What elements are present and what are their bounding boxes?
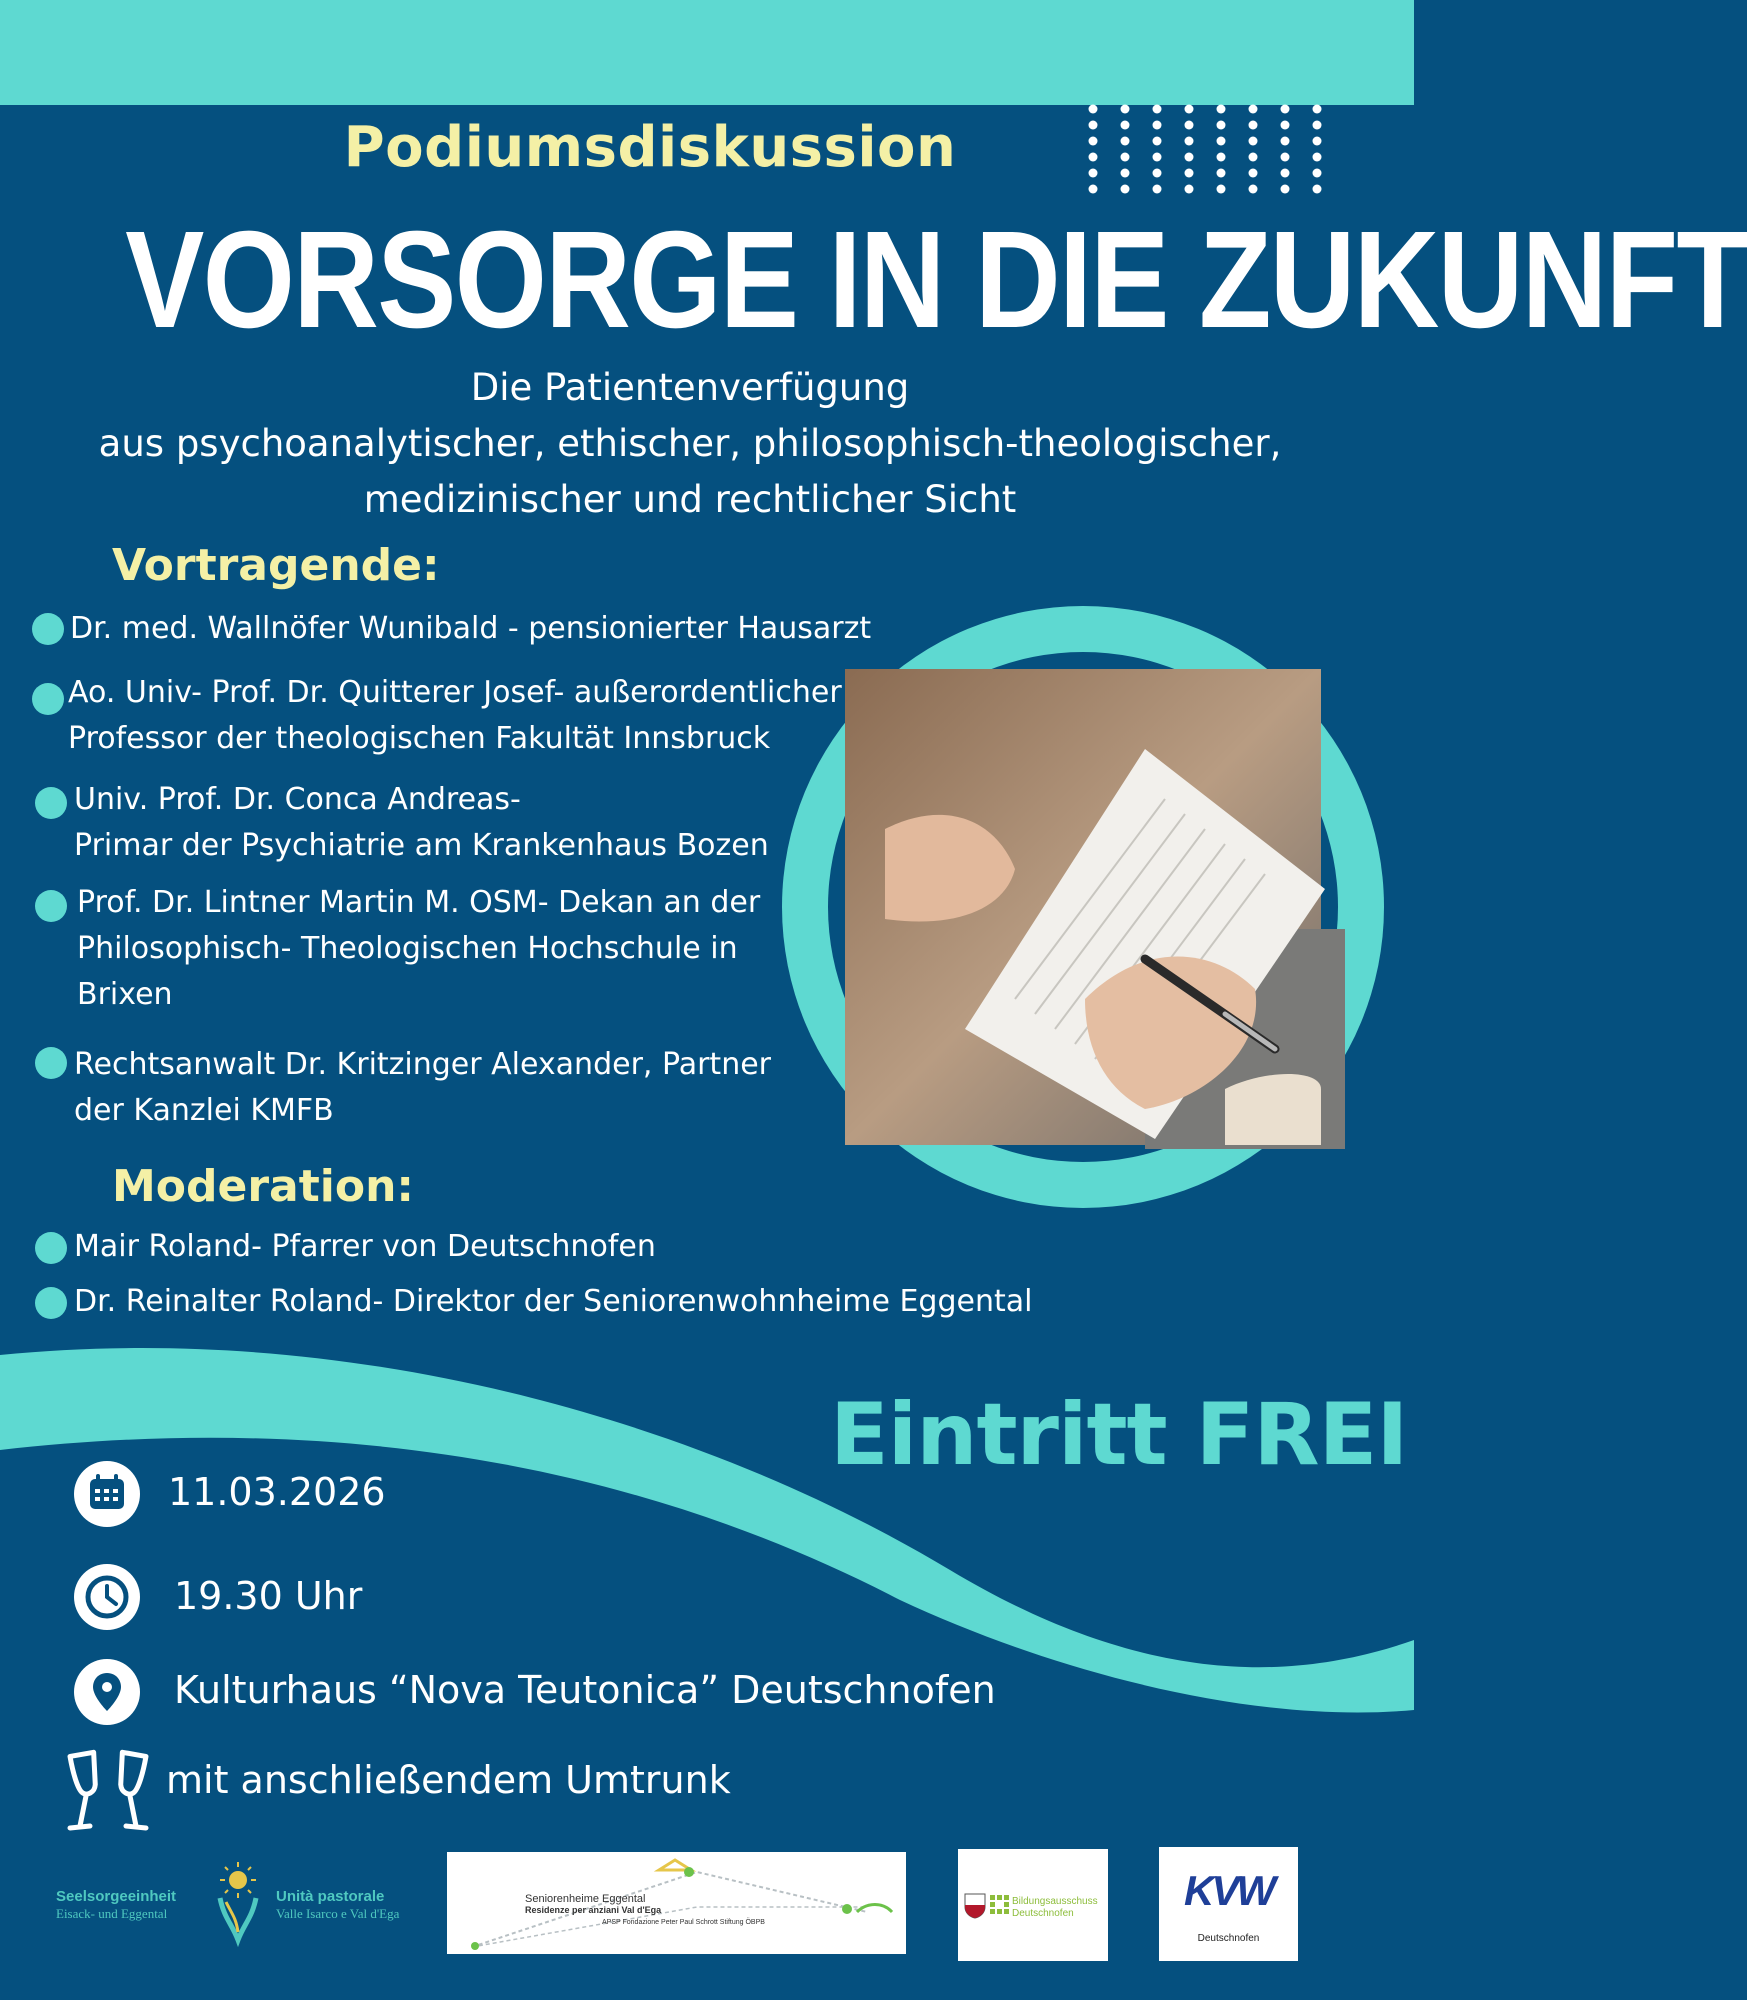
seniorenheime-logo: Seniorenheime Eggental Residenze per anziani Val d'Ega APSP Fondazione Peter Paul Schrott Stiftung ÖBPB	[447, 1852, 906, 1954]
bullet-dot	[35, 1287, 67, 1319]
speaker-item: Univ. Prof. Dr. Conca Andreas- Primar der Psychiatrie am Krankenhaus Bozen	[74, 782, 769, 863]
moderation-heading: Moderation:	[112, 1161, 415, 1212]
event-time: 19.30 Uhr	[174, 1574, 363, 1618]
decorative-dot	[1313, 121, 1322, 130]
bildungsausschuss-logo: Bildungsausschuss Deutschnofen	[958, 1849, 1108, 1961]
subtitle-line: Die Patientenverfügung	[470, 366, 910, 409]
decorative-dot	[1313, 169, 1322, 178]
moderator-item: Mair Roland- Pfarrer von Deutschnofen	[74, 1229, 656, 1264]
bullet-dot	[35, 787, 67, 819]
speaker-item: Ao. Univ- Prof. Dr. Quitterer Josef- außerordentlicher Professor der theologischen Fakultät Innsbruck	[68, 675, 842, 756]
decorative-dot	[1281, 105, 1290, 114]
decorative-dot	[1249, 185, 1258, 194]
clock-icon	[74, 1564, 140, 1630]
decorative-dot	[1089, 105, 1098, 114]
admission-label: Eintritt FREI	[830, 1385, 1408, 1485]
decorative-dot	[1185, 185, 1194, 194]
seelsorge-logo: Seelsorgeeinheit Eisack- und Eggental Unità pastorale Valle Isarco e Val d'Ega	[56, 1858, 426, 1942]
decorative-dot	[1313, 185, 1322, 194]
bildung-grid-icon	[990, 1895, 1010, 1915]
kvw-logo: KVW Deutschnofen	[1159, 1847, 1298, 1961]
event-title: VORSORGE IN DIE ZUKUNFT	[125, 203, 1747, 357]
decorative-dot	[1313, 153, 1322, 162]
champagne-glasses-icon	[62, 1748, 154, 1836]
decorative-dot	[1249, 105, 1258, 114]
bullet-dot	[35, 1232, 67, 1264]
event-subtitle	[0, 360, 1380, 528]
subtitle-line: medizinischer und rechtlicher Sicht	[363, 478, 1017, 521]
event-location: Kulturhaus “Nova Teutonica” Deutschnofen	[174, 1668, 996, 1712]
seelsorge-emblem-icon	[206, 1858, 270, 1942]
bullet-dot	[32, 683, 64, 715]
decorative-dot	[1185, 105, 1194, 114]
bullet-dot	[35, 1047, 67, 1079]
coat-of-arms-icon	[964, 1893, 986, 1919]
decorative-dot	[1153, 105, 1162, 114]
speaker-item: Prof. Dr. Lintner Martin M. OSM- Dekan an der Philosophisch- Theologischen Hochschule in Brixen	[77, 885, 761, 1012]
decorative-dot	[1089, 185, 1098, 194]
location-pin-icon	[74, 1659, 140, 1725]
decorative-dot	[1281, 185, 1290, 194]
subtitle-line: aus psychoanalytischer, ethischer, philosophisch-theologischer,	[98, 422, 1282, 465]
event-type: Podiumsdiskussion	[343, 115, 957, 180]
speaker-item: Rechtsanwalt Dr. Kritzinger Alexander, Partner der Kanzlei KMFB	[74, 1047, 772, 1128]
document-signing-photo	[845, 669, 1321, 1145]
top-color-band	[0, 0, 1414, 105]
decorative-dot	[1153, 185, 1162, 194]
calendar-icon	[74, 1461, 140, 1527]
reception-note: mit anschließendem Umtrunk	[166, 1758, 731, 1802]
event-date: 11.03.2026	[168, 1470, 386, 1514]
decorative-dot	[1313, 137, 1322, 146]
speaker-item: Dr. med. Wallnöfer Wunibald - pensionierter Hausarzt	[70, 611, 872, 646]
decorative-dot	[1121, 105, 1130, 114]
moderator-item: Dr. Reinalter Roland- Direktor der Seniorenwohnheime Eggental	[74, 1284, 1033, 1319]
decorative-dot	[1121, 185, 1130, 194]
decorative-dot	[1217, 185, 1226, 194]
bullet-dot	[32, 613, 64, 645]
decorative-dot	[1313, 105, 1322, 114]
speakers-heading: Vortragende:	[112, 540, 440, 591]
decorative-dot	[1217, 105, 1226, 114]
bullet-dot	[35, 890, 67, 922]
